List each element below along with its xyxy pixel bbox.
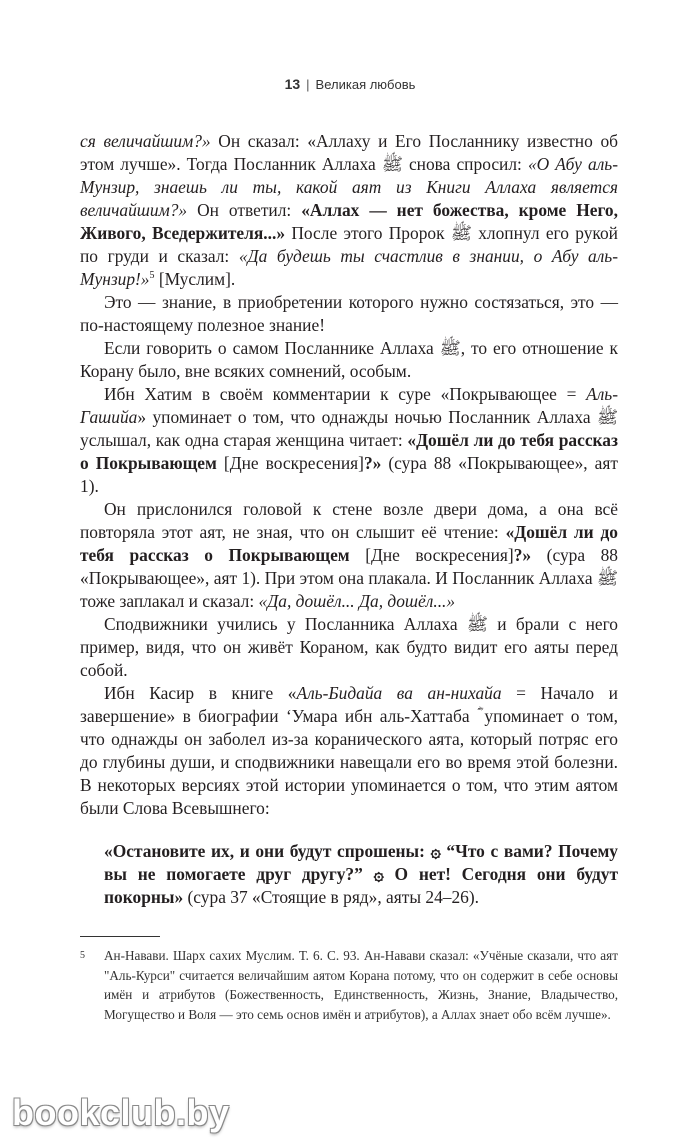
footnote-rule: [80, 936, 160, 937]
footnote-number: 5: [80, 950, 85, 961]
watermark-logo: bookclub.by: [12, 1092, 230, 1133]
text-run: Ибн Хатим в своём комментарии к суре «Покрывающее =: [104, 384, 587, 404]
text-run: «Дошёл ли до тебя рассказ о Покрывающем: [80, 522, 618, 565]
footnote: [80, 946, 618, 1024]
text-run: «Аллах — нет божества, кроме Него, Живого, Вседержителя...»: [80, 200, 618, 243]
page-number: 13: [284, 76, 301, 92]
text-run: [Дне воскресения]: [349, 545, 514, 565]
text-run: Он прислонился головой к стене возле двери дома, а она всё повторяла этот аят, не зная, что он слышит её чтение:: [80, 499, 618, 542]
text-run: (сура 37 «Стоящие в ряд», аяты 24–26).: [183, 887, 480, 907]
header-separator: |: [306, 77, 310, 92]
footnote-ref[interactable]: 5: [149, 270, 155, 282]
text-run: = Начало и завершение» в биографии ‘Умара ибн аль-Хаттаба ؓ упоминает о том, что однажды он заболел из-за коранического аята, который потряс его до глубины души, и сподвижники навещали его во время этой болезни. В некоторых версиях этой истории упоминается о том, что этим аятом были Слова Всевышнего:: [80, 683, 618, 818]
text-run: Ибн Касир в книге «: [104, 683, 297, 703]
text-run: Сподвижники учились у Посланника Аллаха ﷺ и брали с него пример, видя, что он живёт Кораном, как будто видит его аяты перед собой.: [80, 614, 618, 680]
text-run: Если говорить о самом Посланнике Аллаха ﷺ, то его отношение к Корану было, вне всяких сомнений, особым.: [80, 338, 618, 381]
text-run: «Остановите их, и они будут спрошены: ۞ “Что с вами? Почему вы не помогаете друг другу?” ۞ О нет! Сегодня они будут покорны»: [104, 841, 618, 907]
text-run: Аль-Гашийа: [80, 384, 618, 427]
paragraph-p4: [80, 383, 618, 498]
paragraph-p8: [80, 840, 618, 909]
text-run: ?»: [513, 545, 532, 565]
text-run: (сура 88 «Покрывающее», аят 1). При этом она плакала. И Посланник Аллаха ﷺ тоже заплакал и сказал:: [80, 545, 618, 611]
text-run: «О Абу аль-Мунзир, знаешь ли ты, какой аят из Книги Аллаха является величайшим?»: [80, 154, 618, 220]
paragraph-p6: [80, 613, 618, 682]
text-run: ся величайшим?»: [80, 131, 211, 151]
text-run: Аль-Бидайа ва ан-нихайа: [296, 683, 502, 703]
text-run: [Муслим].: [154, 269, 236, 289]
text-run: [Дне воскресения]: [216, 453, 364, 473]
running-title: Великая любовь: [315, 77, 416, 92]
text-run: » упоминает о том, что однажды ночью Посланник Аллаха ﷺ услышал, как одна старая женщина читает:: [80, 407, 618, 450]
text-run: После этого Пророк ﷺ хлопнул его рукой по груди и сказал:: [80, 223, 618, 266]
body-text: [80, 130, 618, 909]
text-run: Он ответил:: [187, 200, 302, 220]
text-run: «Дошёл ли до тебя рассказ о Покрывающем: [80, 430, 618, 473]
paragraph-p1: [80, 130, 618, 291]
text-run: ?»: [363, 453, 382, 473]
text-run: Это — знание, в приобретении которого нужно состязаться, это — по-настоящему полезное знание!: [80, 292, 618, 335]
paragraph-p2: [80, 291, 618, 337]
text-run: «Да, дошёл... Да, дошёл...»: [258, 591, 456, 611]
text-run: Он сказал: «Аллаху и Его Посланнику известно об этом лучше». Тогда Посланник Аллаха ﷺ снова спросил:: [80, 131, 619, 174]
paragraph-p3: [80, 337, 618, 383]
text-run: (сура 88 «Покрывающее», аят 1).: [80, 453, 618, 496]
text-run: «Да будешь ты счастлив в знании, о Абу аль-Мунзир!»: [80, 246, 618, 289]
paragraph-p5: [80, 498, 618, 613]
paragraph-p7: [80, 682, 618, 820]
footnote-text: Ан-Навави. Шарх сахих Муслим. Т. 6. С. 93. Ан-Навави сказал: «Учёные сказали, что аят "Аль-Курси" считается величайшим аятом Корана потому, что он содержит в себе основы имён и атрибутов (Божественность, Единственность, Жизнь, Знание, Владычество, Могущество и Воля — это семь основ имён и атрибутов), а Аллах знает обо всём лучше».: [104, 948, 618, 1022]
running-header: [0, 76, 700, 92]
